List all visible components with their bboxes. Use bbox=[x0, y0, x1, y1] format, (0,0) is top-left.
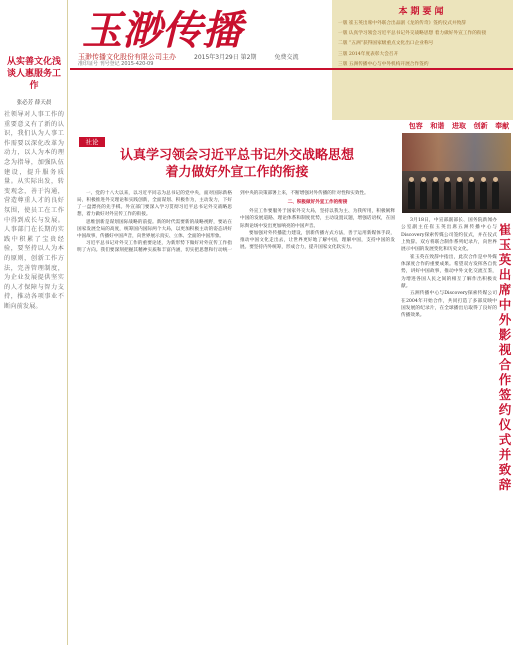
highlight-item[interactable]: 二版 “五洲”获得国家级重点文化出口企业称号 bbox=[338, 41, 434, 47]
photo-person-head bbox=[409, 177, 414, 182]
left-column bbox=[0, 0, 68, 645]
slogan-word: 奉献 bbox=[495, 122, 510, 130]
masthead-meta: 准印证号 刊号登记 2015-420-09 bbox=[78, 61, 154, 67]
article-title-line: 着力做好外宣工作的衔接 bbox=[165, 165, 309, 180]
signing-ceremony-photo bbox=[402, 133, 511, 213]
masthead-logo bbox=[78, 6, 318, 50]
article-paragraph: 思维创新是谋划国际战略的前提。新的时代需要新的战略视野，要站在国家发展全局的高度，统筹国内国际两个大局，以更加积极主动的姿态讲好中国故事，传播好中国声音，向世界展示真实、立体、全面的中国形象。 bbox=[77, 219, 232, 239]
article-paragraph: 习近平总书记对外交工作的重要论述，为新形势下做好对外宣传工作指明了方向。我们要深刻把握其精神实质和丰富内涵，切实把思想和行动统一到中央的决策部署上来，不断增强对外传播的针对性和实效性。 bbox=[77, 191, 369, 254]
photo-person bbox=[480, 181, 487, 209]
article-paragraph: 要加强对外传播能力建设，创新传播方式方法，善于运用新媒体手段，推动中国文化走出去，让世界更好地了解中国，理解中国，支持中国的发展。要坚持内外统筹，形成合力，提升国家文化软实力。 bbox=[240, 230, 395, 251]
masthead-date: 2015年3月29日 第2期 bbox=[194, 54, 257, 61]
article-title-line: 认真学习领会习近平总书记外交战略思想 bbox=[119, 148, 354, 163]
masthead bbox=[70, 0, 328, 66]
highlight-item[interactable]: 三版 五洲传播中心与中外机构开展合作签约 bbox=[338, 61, 429, 67]
side-paragraph: 3月18日，中宣部副部长、国务院新闻办公室副主任崔玉英出席五洲传播中心与Discovery探索传媒公司签约仪式，并在仪式上致辞。双方将联合制作系列纪录片，向世界展示中国的发展变化和历史文化。 bbox=[401, 218, 497, 253]
photo-person bbox=[408, 181, 415, 209]
highlight-item[interactable]: 一版 崔玉英出席中外联合出品剧《龙的传奇》签约仪式并致辞 bbox=[338, 21, 467, 26]
photo-person-head bbox=[457, 177, 462, 182]
side-paragraph: 五洲传播中心与Discovery探索传媒公司在2004年开始合作，共同打造了多部反映中国发展的纪录片，在全球播出后取得了良好的传播效果。 bbox=[401, 291, 497, 319]
photo-person-head bbox=[469, 177, 474, 182]
article-paragraph: 外宣工作要服务于国家外交大局，坚持以我为主、为我所用，积极阐释中国的发展道路、理论体系和制度优势，主动设置议题，增强话语权，在国际舆论场中发出更加响亮的中国声音。 bbox=[240, 209, 395, 229]
photo-backdrop bbox=[402, 133, 511, 171]
photo-person bbox=[444, 181, 451, 209]
photo-person-head bbox=[481, 177, 486, 182]
photo-person-head bbox=[433, 177, 438, 182]
photo-person bbox=[468, 181, 475, 209]
photo-person-head bbox=[493, 177, 498, 182]
photo-person bbox=[432, 181, 439, 209]
article-subheading: 二、积极做好外宣工作的衔接 bbox=[287, 200, 348, 206]
side-article-body bbox=[401, 217, 497, 637]
issue-highlights bbox=[332, 0, 513, 120]
photo-person bbox=[456, 181, 463, 209]
masthead-logo-text: 玉渺传播 bbox=[82, 7, 242, 50]
article-tag: 社论 bbox=[79, 137, 105, 147]
side-paragraph: 崔玉英在致辞中指出，此次合作是中外媒体深度合作的重要成果。希望双方发挥各自优势，讲好中国故事，推动中外文化交流互鉴，为增进各国人民之间的相互了解作出积极贡献。 bbox=[401, 254, 497, 290]
slogan-word: 和谐 bbox=[430, 122, 445, 130]
issue-highlights-title: 本期要闻 bbox=[398, 7, 447, 17]
left-column-byline: 张必芳 薛天晨 bbox=[16, 100, 52, 106]
masthead-divider bbox=[70, 68, 513, 70]
photo-person-head bbox=[445, 177, 450, 182]
photo-person-head bbox=[421, 177, 426, 182]
photo-person bbox=[492, 181, 499, 209]
article-paragraph: 一、党的十八大以来，以习近平同志为总书记的党中央，面对国际新格局，积极推进外交理论和实践创新，全面谋划、积极作为，主动发力，下好了一盘漂亮的先手棋。外宣部门要深入学习贯彻习近平总书记外交战略思想，着力做好对外宣传工作的衔接。 bbox=[77, 191, 232, 218]
highlight-item[interactable]: 一版 认真学习领会习近平总书记外交战略思想 着力做好外宣工作的衔接 bbox=[338, 31, 487, 37]
left-column-title: 从实善文化浅谈人惠服务工作 bbox=[6, 57, 61, 91]
highlight-item[interactable]: 三版 2014年度表彰大会召开 bbox=[338, 51, 399, 57]
photo-person bbox=[420, 181, 427, 209]
slogan-bar bbox=[405, 121, 513, 131]
masthead-publisher: 玉渺传播文化股份有限公司主办 bbox=[78, 53, 176, 61]
article-body bbox=[77, 190, 395, 638]
masthead-price: 免费交流 bbox=[274, 54, 299, 61]
issue-highlights-list bbox=[338, 20, 510, 71]
slogan-word: 进取 bbox=[451, 122, 466, 130]
article-title[interactable] bbox=[78, 147, 396, 181]
side-article-title[interactable]: 崔玉英出席中外影视合作签约仪式并致辞 bbox=[498, 222, 512, 492]
slogan-word: 创新 bbox=[473, 122, 488, 130]
left-column-text: 社领导对人事工作的重要意义有了新的认识，我们认为人事工作需要以深化改革为动力，以人为本的理念为指导，加强队伍建设，提升服务质量。从实际出发，转变观念，善于沟通，营造尊重人才的良好氛围，使员工在工作中得到成长与发展。人事部门在长期的实践中积累了宝贵经验，要坚持以人为本的原则，创新工作方法，完善管理制度，为企业发展提供坚实的人才保障与智力支持，推动各项事业不断向前发展。 bbox=[4, 111, 64, 310]
slogan-word: 包容 bbox=[408, 122, 423, 130]
